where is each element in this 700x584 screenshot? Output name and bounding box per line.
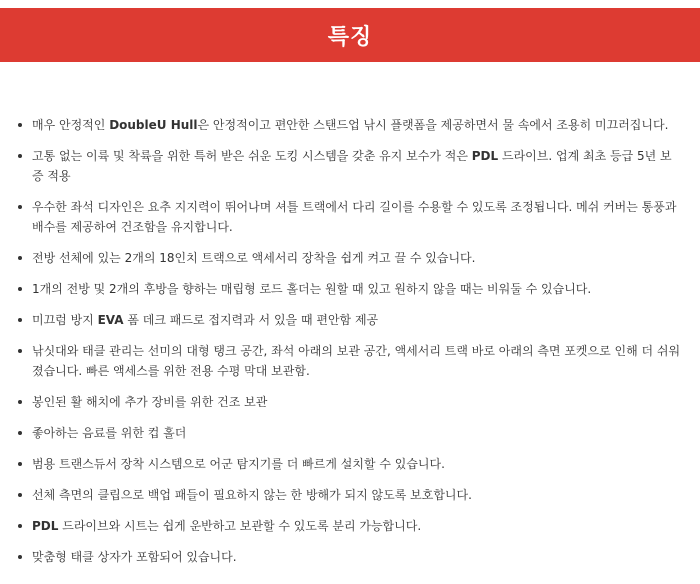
feature-highlight: PDL	[471, 149, 499, 163]
feature-text-tail: 드라이브와 시트는 쉽게 운반하고 보관할 수 있도록 분리 가능합니다.	[58, 519, 422, 533]
bullet-icon	[18, 287, 22, 291]
feature-text-tail: 은 안정적이고 편안한 스탠드업 낚시 플랫폼을 제공하면서 물 속에서 조용히 미끄러집니다.	[197, 118, 669, 132]
feature-text: 고통 없는 이륙 및 착륙을 위한 특허 받은 쉬운 도킹 시스템을 갖춘 유지 보수가 적은	[32, 149, 472, 163]
feature-text: 우수한 좌석 디자인은 요추 지지력이 뛰어나며 셔틀 트랙에서 다리 길이를 수용할 수 있도록 조정됩니다. 메쉬 커버는 통풍과 배수를 제공하여 건조함을 유지합니다.	[32, 200, 677, 234]
list-item	[0, 423, 700, 443]
bullet-icon	[18, 349, 22, 353]
bullet-icon	[18, 431, 22, 435]
feature-text-tail: 폼 데크 패드로 접지력과 서 있을 때 편안함 제공	[123, 313, 379, 327]
list-item	[0, 392, 700, 412]
list-item	[0, 454, 700, 474]
feature-text: 낚싯대와 태클 관리는 선미의 대형 탱크 공간, 좌석 아래의 보관 공간, 액세서리 트랙 바로 아래의 측면 포켓으로 인해 더 쉬워졌습니다. 빠른 액세스를 위한 전용 수평 막대 보관함.	[32, 344, 681, 378]
bullet-icon	[18, 493, 22, 497]
feature-text: 전방 선체에 있는 2개의 18인치 트랙으로 액세서리 장착을 쉽게 켜고 끌 수 있습니다.	[32, 251, 476, 265]
feature-text-tail: 드라이브. 업계 최초 등급 5년 보증 적용	[32, 149, 672, 183]
list-item	[0, 248, 700, 268]
features-header	[0, 8, 700, 62]
list-item	[0, 146, 700, 186]
bullet-icon	[18, 555, 22, 559]
bullet-icon	[18, 400, 22, 404]
list-item	[0, 197, 700, 237]
feature-highlight: PDL	[32, 519, 59, 533]
feature-text: 좋아하는 음료를 위한 컵 홀더	[32, 426, 187, 440]
list-item	[0, 516, 700, 536]
bullet-icon	[18, 123, 22, 127]
feature-text: 1개의 전방 및 2개의 후방을 향하는 매립형 로드 홀더는 원할 때 있고 원하지 않을 때는 비워둘 수 있습니다.	[32, 282, 592, 296]
list-item	[0, 547, 700, 567]
bullet-icon	[18, 205, 22, 209]
list-item	[0, 310, 700, 330]
list-item	[0, 485, 700, 505]
feature-highlight: DoubleU Hull	[109, 118, 198, 132]
feature-text: 매우 안정적인	[32, 118, 110, 132]
page-title: 특징	[327, 24, 373, 50]
bullet-icon	[18, 524, 22, 528]
feature-text: 미끄럼 방지	[32, 313, 98, 327]
feature-text: 맞춤형 태클 상자가 포함되어 있습니다.	[32, 550, 237, 564]
list-item	[0, 115, 700, 135]
list-item	[0, 341, 700, 381]
feature-list	[0, 115, 700, 578]
feature-text: 봉인된 활 해치에 추가 장비를 위한 건조 보관	[32, 395, 268, 409]
feature-text: 선체 측면의 클립으로 백업 패들이 필요하지 않는 한 방해가 되지 않도록 보호합니다.	[32, 488, 472, 502]
bullet-icon	[18, 154, 22, 158]
list-item	[0, 279, 700, 299]
feature-highlight: EVA	[97, 313, 124, 327]
feature-text: 범용 트랜스듀서 장착 시스템으로 어군 탐지기를 더 빠르게 설치할 수 있습니다.	[32, 457, 445, 471]
bullet-icon	[18, 318, 22, 322]
bullet-icon	[18, 256, 22, 260]
bullet-icon	[18, 462, 22, 466]
